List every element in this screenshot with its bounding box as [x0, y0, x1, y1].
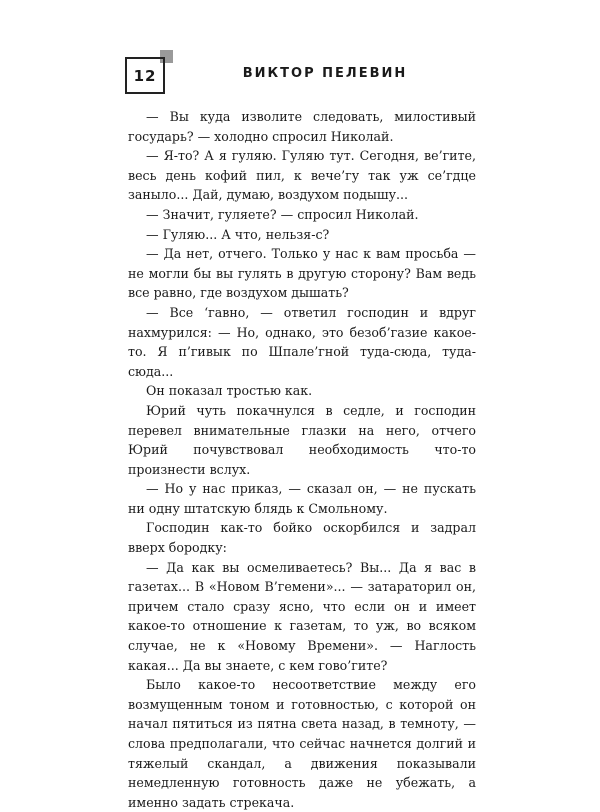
paragraph: — Значит, гуляете? — спросил Николай. — [146, 206, 419, 222]
page-number: 12 — [133, 66, 157, 85]
running-head-author: ВИКТОР ПЕЛЕВИН — [242, 66, 408, 81]
paragraph: — Я-то? А я гуляю. Гуляю тут. Сегодня, ве’гите, весь день кофий пил, к вече’гу так уж се’гдце заныло... Дай, думаю, воздухом подышу... — [128, 148, 476, 203]
paragraph: — Гуляю... А что, нельзя-с? — [146, 226, 330, 242]
paragraph: Было какое-то несоответствие между его возмущенным тоном и готовностью, с которой он начал пятиться из пятна света назад, в темноту, — слова предполагали, что сейчас начнется долгий и тяжелый скандал, а движения показывали немедленную готовность даже не убежать, а именно задать стрекача. — [128, 677, 476, 810]
paragraph: Юрий чуть покачнулся в седле, и господин перевел внимательные глазки на него, отчего Юрий почувствовал необходимость что-то произнести вслух. — [128, 402, 476, 477]
paragraph: — Да нет, отчего. Только у нас к вам просьба — не могли бы вы гулять в другую сторону? Вам ведь все равно, где воздухом дышать? — [128, 246, 476, 301]
paragraph: Он показал тростью как. — [146, 383, 313, 399]
paragraph: — Вы куда изволите следовать, милостивый государь? — холодно спросил Николай. — [128, 109, 476, 144]
paragraph: Господин как-то бойко оскорбился и задрал вверх бородку: — [128, 520, 476, 556]
body-text — [128, 107, 476, 812]
paragraph: — Но у нас приказ, — сказал он, — не пускать ни одну штатскую блядь к Смольному. — [128, 481, 476, 516]
paragraph: — Все ‘гавно, — ответил господин и вдруг нахмурился: — Но, однако, это безоб’газие какое-то. Я п’гивык по Шпале’гной туда-сюда, туда-сюда... — [128, 304, 476, 379]
paragraph: — Да как вы осмеливаетесь? Вы... Да я вас в газетах... В «Новом В’гемени»... — затараторил он, причем стало сразу ясно, что если он и имеет какое-то отношение к газетам, то уж, во всяком случае, не к «Новому Времени». — Наглость какая... Да вы знаете, с кем гово’гите? — [128, 559, 476, 673]
